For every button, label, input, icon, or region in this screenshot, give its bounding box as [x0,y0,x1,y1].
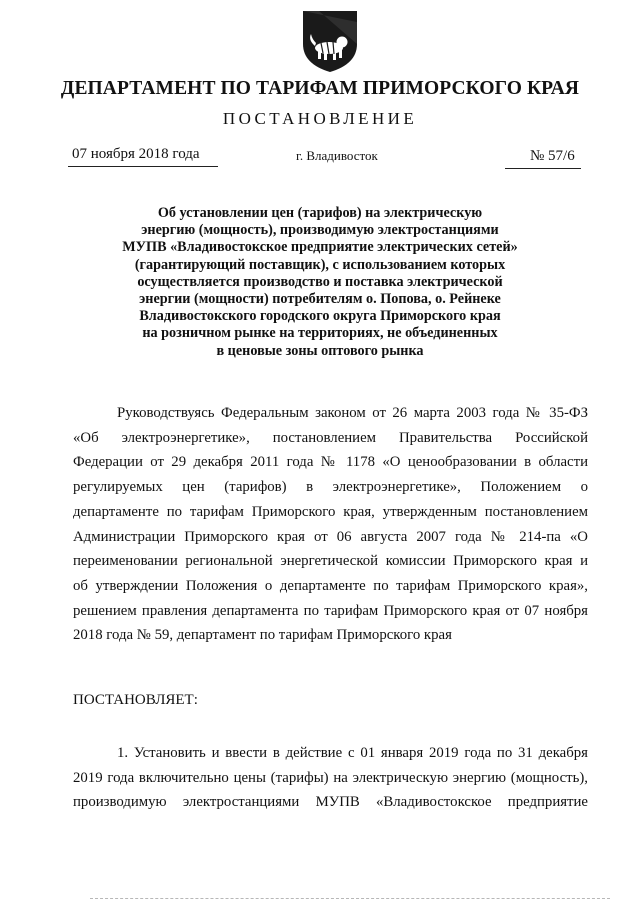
document-date: 07 ноября 2018 года [72,146,200,162]
title-line: в ценовые зоны оптового рынка [216,342,424,359]
title-line: энергию (мощность), производимую электростанциями [141,222,499,239]
coat-of-arms-icon [299,8,361,74]
preamble-paragraph [73,401,588,648]
preamble-line: Федерации от 29 декабря 2011 года № 1178 «О ценообразовании в области [73,454,588,471]
preamble-line: 2018 года № 59, департамент по тарифам Приморского края [73,627,452,644]
preamble-line: об утверждении Положения о департаменте по тарифам Приморского края», [73,577,588,594]
document-city: г. Владивосток [296,148,378,163]
preamble-line: переименовании региональной энергетической комиссии Приморского края и [73,553,588,570]
clause-1-paragraph [73,741,588,815]
preamble-line: решением правления департамента по тарифам Приморского края от 07 ноября [73,602,588,619]
preamble-line: «Об электроэнергетике», постановлением Правительства Российской [73,429,588,446]
preamble-line: Администрации Приморского края от 06 августа 2007 года № 214-па «О [73,528,588,545]
date-underline [68,166,218,167]
decree-heading: ПОСТАНОВЛЯЕТ: [73,692,198,708]
clause-line: 2019 года включительно цены (тарифы) на электрическую энергию (мощность), [73,769,588,786]
title-line: МУПВ «Владивостокское предприятие электрических сетей» [122,239,518,256]
title-line: (гарантирующий поставщик), с использованием которых [134,256,506,273]
title-line: энергии (мощности) потребителям о. Попова, о. Рейнеке [139,291,501,308]
title-line: Об установлении цен (тарифов) на электрическую [157,205,483,221]
organization-name: ДЕПАРТАМЕНТ ПО ТАРИФАМ ПРИМОРСКОГО КРАЯ [60,78,580,99]
title-line: осуществляется производство и поставка электрической [137,273,503,290]
preamble-line: регулируемых цен (тарифов) в электроэнергетике», Положением о [73,479,588,496]
clause-line: производимую электростанциями МУПВ «Владивостокское предприятие [73,794,588,811]
title-line: Владивостокского городского округа Приморского края [139,308,501,325]
document-number: № 57/6 [530,148,575,164]
title-line: на розничном рынке на территориях, не объединенных [142,325,498,342]
document-title [100,205,540,360]
clause-line: 1. Установить и ввести в действие с 01 января 2019 года по 31 декабря [117,745,588,761]
preamble-line: Руководствуясь Федеральным законом от 26 марта 2003 года № 35-ФЗ [117,405,588,421]
preamble-line: департаменте по тарифам Приморского края, утвержденным постановлением [73,503,588,520]
number-underline [505,168,581,169]
page-bottom-rule [90,898,610,899]
document-type: ПОСТАНОВЛЕНИЕ [222,109,418,128]
